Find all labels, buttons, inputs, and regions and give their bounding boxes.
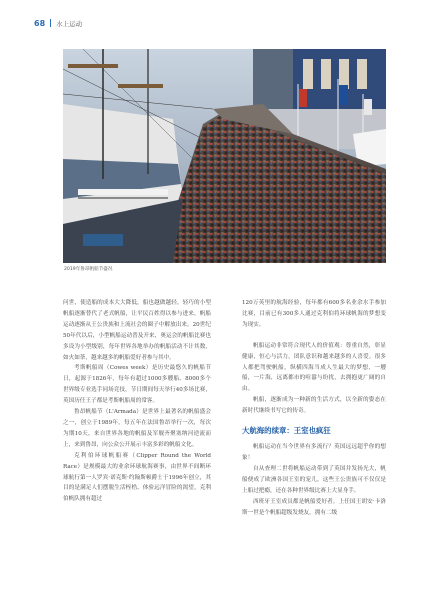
right-paragraph-4: 帆船运动在当今世界有多流行？英国远远超乎你的想象！ (242, 444, 386, 461)
regatta-crowd-photo (63, 49, 386, 263)
paragraph-spacer (242, 331, 386, 341)
page-header (34, 17, 82, 29)
photo-illustration (63, 49, 386, 263)
right-paragraph-3: 帆船，逐渐成为一种新的生活方式，以全新的姿态在新时代继续书写它的传奇。 (242, 397, 386, 415)
right-paragraph-6: 西班牙王室成员都是帆船爱好者。上任国王胡安·卡洛斯一世是个帆船超级发烧友，拥有二级 (242, 498, 386, 516)
figure-caption: 2019年鲁昂帆船节盛况 (64, 267, 113, 272)
page-number: 68 (34, 18, 46, 28)
left-paragraph-1: 问世，使造船的成本大大降低，船也越做越轻。轻巧的小型帆船逐渐替代了老式帆船，让平民百姓得以参与进来，帆船运动逐渐从王公贵族和上流社会的圈子中解放出来。20世纪50年代以后，小型帆船运动普及开来，奥运会的帆船比赛也多设为小型级别，每年世界各地举办的帆船活动不计其数，如火如荼，越来越多的帆船爱好者参与其中。 (63, 300, 211, 361)
section-title: 水上运动 (56, 19, 83, 28)
right-paragraph-5: 自从查理二世将帆船运动带到了英国并发扬光大，帆船便成了欧洲各国王室的宠儿，这些王公贵族可不仅仅是上船过把瘾，还在各种世界级比赛上大显身手。 (242, 465, 386, 494)
right-paragraph-1: 120万英里的航海经验，每年都有600多名业余水手参加比赛，目前已有300多人通过克利伯将环球帆海的梦想变为现实。 (242, 300, 386, 328)
left-paragraph-4: 克利伯环球帆船赛（Clipper Round the World Race）是规模最大的业余环球航海赛事，由世界不间断环球航行第一人罗宾·诺克斯·约翰斯顿爵士于1996年创立，其目的是满足人们摆脱生活桎梏、体验远洋冒险的渴望。克利伯帆队拥有超过 (63, 452, 211, 503)
left-paragraph-2: 考斯帆船周（Cowes week）是历史最悠久的帆船节日，起源于1826年，每年有超过1000多艘船、8000多个世界级专业选手同场竞技，节日期间每天举行40多场比赛，英国历任王子都是考斯帆船周的常客。 (63, 365, 211, 405)
right-column (242, 298, 386, 518)
right-paragraph-2: 帆船运动非常符合现代人的价值观：尊重自然，彰显健康，恒心与活力，团队意识和越来越多的人喜爱。很多人都把驾驶帆船，纵横四海当成人生最大的梦想，一艘船，一片海，远离都市的喧嚣与纷扰，去拥抱更广阔的自由。 (242, 342, 386, 393)
left-paragraph-3: 鲁昂帆船节（L'Armada）是世界上最著名的帆船盛会之一，创立于1989年，每五年在法国鲁昂举行一次，每次为期10天，来自世界各地的帆船及军舰齐聚塞纳河逆流而上，来到鲁昂，向公众公开展示丰富多彩的帆船文化。 (63, 409, 211, 448)
left-column (63, 298, 211, 505)
section-heading: 大航海的续章：王室也疯狂 (242, 426, 331, 436)
header-divider (50, 19, 51, 27)
